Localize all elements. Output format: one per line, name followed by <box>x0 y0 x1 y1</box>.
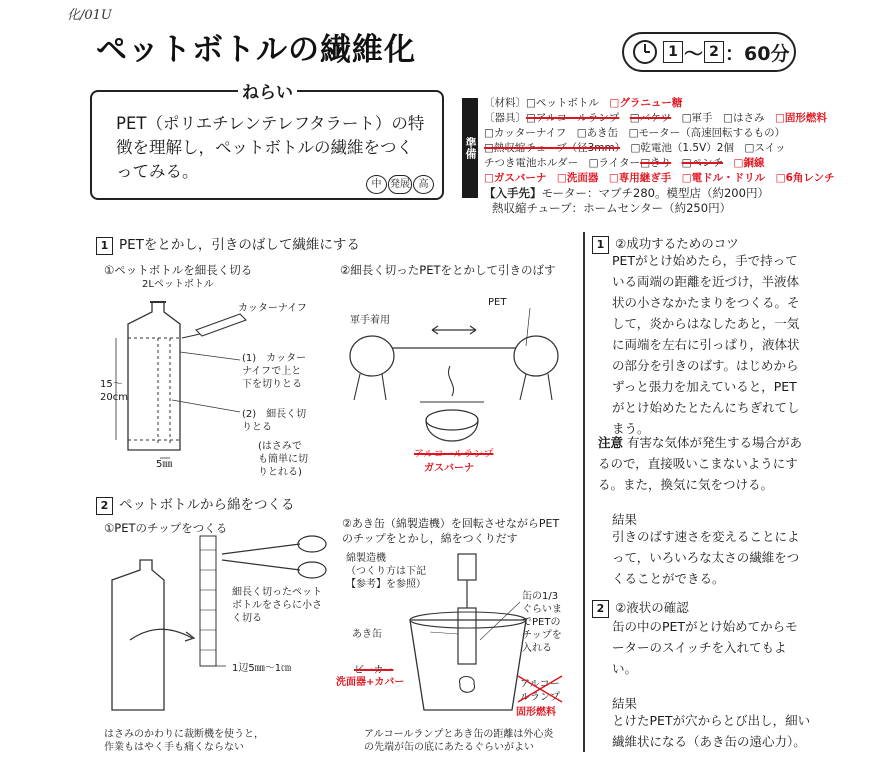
struck-item: □アルコールランプ <box>526 112 620 124</box>
period-end: 2 <box>704 41 724 63</box>
chip-size: 1辺5㎜〜1㎝ <box>232 663 292 674</box>
struck-item: □熱収縮チューブ（径3mm） <box>484 142 620 154</box>
step-line: のチップをとかし，綿をつくりだす <box>342 532 518 545</box>
period-start: 1 <box>663 41 683 63</box>
section-title-text: PETをとかし，引きのばして繊維にする <box>119 237 360 253</box>
section-number: 1 <box>96 237 113 255</box>
level-badge: 高 <box>413 175 434 194</box>
obtain-label: 【入手先】 <box>484 186 542 200</box>
heading-text: ②液状の確認 <box>615 600 689 615</box>
equip-item: □軍手 □はさみ <box>681 112 765 124</box>
can-label: あき缶 <box>352 629 382 640</box>
obtain-item: モーター：マブチ280。模型店（約200円） <box>541 186 769 200</box>
note-line: 【参考】を参照） <box>346 579 426 590</box>
aim-box <box>90 90 444 200</box>
level-badge: 中 <box>366 175 387 194</box>
added-item: □グラニュー糖 <box>609 97 683 109</box>
equip-item: チつき電池ホルダー □ライター <box>484 157 641 169</box>
note-line: 下を切りとる <box>242 379 302 390</box>
prep-list <box>484 96 884 216</box>
dim-height-line: 15〜 <box>100 379 123 390</box>
cutter-label: カッターナイフ <box>238 303 307 314</box>
stretch-illustration <box>340 300 570 460</box>
step-line: ②あき缶（綿製造機）を回転させながらPET <box>342 517 560 530</box>
distance-note <box>364 728 553 754</box>
aim-text: PET（ポリエチレンテレフタラート）の特徴を理解し，ペットボトルの繊維をつくってみる。 <box>116 114 425 181</box>
clock-icon <box>632 39 658 65</box>
equip-item: □乾電池（1.5V）2個 □スイッ <box>630 142 786 154</box>
prep-label: 準備 <box>462 98 478 198</box>
note-line: (1) カッター <box>242 353 307 364</box>
note-line: アルコー <box>520 679 560 690</box>
equip-item: □カッターナイフ □あき缶 □モーター（高速回転するもの） <box>484 127 786 139</box>
equip-label: 〔器具〕 <box>484 112 526 124</box>
section2-step1: ①PETのチップをつくる <box>104 521 228 535</box>
chip-illustration <box>100 530 340 720</box>
note-line: ナイフで上と <box>242 366 302 377</box>
note-line: ボトルをさらに小さ <box>232 600 322 611</box>
note-line: アルコールランプとあき缶の距離は外心炎 <box>364 729 554 740</box>
section-number: 2 <box>592 600 609 618</box>
dim-height <box>100 378 128 404</box>
note-line: く切る <box>232 613 262 624</box>
struck-item: □ペンチ <box>681 157 724 169</box>
s2-text: 缶の中のPETがとけ始めてからモーターのスイッチを入れてもよい。 <box>612 619 798 676</box>
heading-text: ②成功するためのコツ <box>615 236 739 251</box>
section-number: 1 <box>592 236 609 254</box>
section2-title <box>96 493 295 515</box>
s2-heading <box>592 598 689 618</box>
handwritten-note: 化/01U <box>67 8 112 23</box>
lamp-added: ガスバーナ <box>424 463 474 474</box>
time-badge <box>622 32 796 72</box>
material-item: 〔材料〕□ペットボトル <box>484 97 599 109</box>
duration: ：60分 <box>725 42 790 65</box>
chip-note <box>232 586 322 625</box>
section2-step2 <box>342 516 559 546</box>
note-line: ぐらいま <box>522 604 562 615</box>
cut-note-3 <box>258 440 308 479</box>
level-badges <box>365 170 434 194</box>
note-line: でPETの <box>522 617 561 628</box>
caution-block <box>598 432 808 495</box>
cut-note-1 <box>242 352 306 391</box>
note-line: りとる <box>242 422 272 433</box>
lamp2-added: 固形燃料 <box>516 707 556 718</box>
section-title-text: ペットボトルから綿をつくる <box>119 497 295 513</box>
note-line: 綿製造機 <box>346 553 386 564</box>
note-line: （つくり方は下記 <box>346 566 426 577</box>
note-line: りとれる) <box>258 467 302 478</box>
caution-label: 注意 <box>598 435 624 450</box>
note-line: (はさみで <box>258 441 302 452</box>
aim-label: ねらい <box>238 78 297 103</box>
caution-text: 有害な気体が発生する場合があるので，直接吸いこまないようにする。また，換気に気をつける。 <box>598 435 803 492</box>
note-line: 細長く切ったペット <box>232 587 322 598</box>
page-title: ペットボトルの繊維化 <box>96 32 416 68</box>
period-tilde: 〜 <box>684 42 704 65</box>
section1-step2: ②細長く切ったPETをとかして引きのばす <box>340 263 556 277</box>
section1-step1: ①ペットボトルを細長く切る <box>104 263 253 277</box>
column-divider <box>583 232 585 752</box>
result1-text: 引きのばす速さを変えることによって，いろいろな太さの繊維をつくることができる。 <box>612 529 800 586</box>
dim-height-line: 20cm <box>100 392 128 403</box>
basin-struck: ビーカー <box>354 665 394 676</box>
note-line: 缶の1/3 <box>522 591 559 602</box>
cross-out-mark <box>516 674 564 704</box>
struck-item: □きり <box>640 157 672 169</box>
section-number: 2 <box>96 497 113 515</box>
note-line: (2) 細長く切 <box>242 409 307 420</box>
section1-title <box>96 233 360 255</box>
chip-fill-note <box>522 590 562 655</box>
gloves-label: 軍手着用 <box>350 315 390 326</box>
note-line: の先端が缶の底にあたるぐらいがよい <box>364 742 534 753</box>
obtain-item: 熱収縮チューブ：ホームセンター（約250円） <box>492 201 732 215</box>
pet-label: PET <box>488 297 507 308</box>
result2-label: 結果 <box>612 696 638 711</box>
added-item: □固形燃料 <box>774 112 827 124</box>
added-item: □銅線 <box>733 157 765 169</box>
struck-item: □バケツ <box>629 112 672 124</box>
result2-text: とけたPETが穴からとび出し，細い繊維状になる（あき缶の遠心力）。 <box>612 713 811 749</box>
level-badge: 発展 <box>388 175 412 194</box>
cut-note-2 <box>242 408 306 434</box>
scissors-note <box>104 728 264 754</box>
note-line: ルランプ <box>520 692 560 703</box>
note-line: も簡単に切 <box>258 454 308 465</box>
dim-width: 5㎜ <box>156 459 173 470</box>
added-item: □ガスバーナ □洗面器 □専用継ぎ手 □電ドル・ドリル □6角レンチ <box>484 172 835 184</box>
note-line: チップを <box>522 630 562 641</box>
note-line: 作業もはやく手も痛くならない <box>104 742 244 753</box>
note-line: はさみのかわりに裁断機を使うと， <box>104 729 264 740</box>
note-line: 入れる <box>522 643 552 654</box>
bottle-label: 2Lペットボトル <box>142 279 214 290</box>
basin-added: 洗面器+カバー <box>336 677 405 688</box>
result1-label: 結果 <box>612 512 638 527</box>
s1-text: PETがとけ始めたら，手で持っている両端の距離を近づけ，半液体状の小さなかたまりをつくる。そして，炎からはなしたあと，一気に両端を左右に引っぱり，液体状の部分を引きのばす。はじめからずっと張力を加えていると，PETがとけ始めたとたんにちぎれてしまう。 <box>612 253 800 436</box>
lamp-struck: アルコールランプ <box>414 449 494 460</box>
